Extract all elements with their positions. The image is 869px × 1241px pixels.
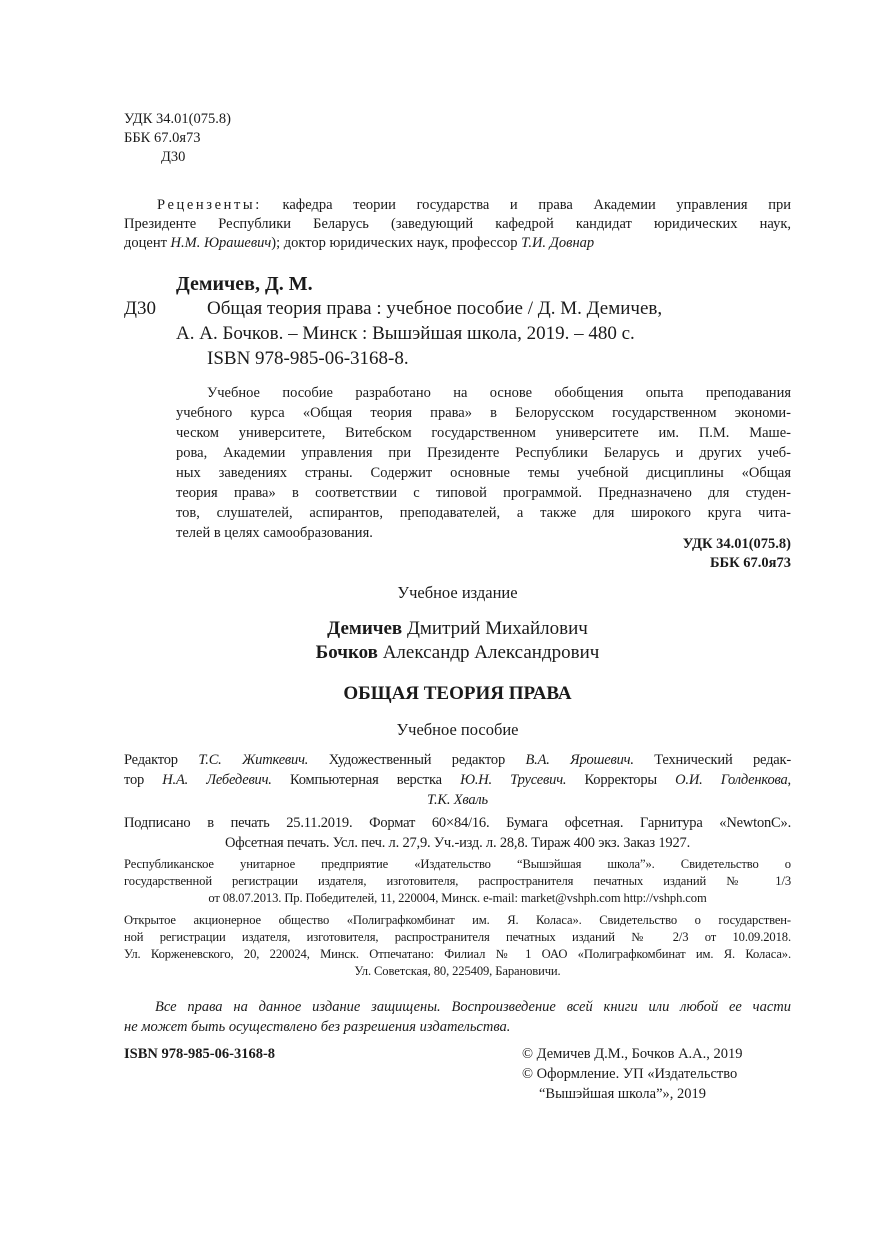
print-info-line2: Офсетная печать. Усл. печ. л. 27,9. Уч.-изд. л. 28,8. Тираж 400 экз. Заказ 1927. [225,835,690,851]
printer-line1: Открытое акционерное общество «Полиграфкомбинат им. Я. Коласа». Свидетельство о государствен- [124,913,791,927]
editors-line1: Редактор Т.С. Житкевич. Художественный редактор В.А. Ярошевич. Технический редак- [124,752,791,768]
print-info [124,813,791,853]
annotation-line: ных заведениях страны. Содержит основные темы учебной дисциплины «Общая [176,465,791,481]
reviewer-name: Н.М. Юрашевич [170,235,272,251]
bib-line1: Общая теория права : учебное пособие / Д. М. Демичев, [207,298,663,319]
editors-block [124,750,791,810]
rights-notice [124,997,791,1037]
annotation-line: рова, Академии управления при Президенте Республики Беларусь и других учеб- [176,445,791,461]
annotation-bbk: ББК 67.0я73 [709,555,791,571]
rights-line2: не может быть осуществлено без разрешения издательства. [124,1019,511,1035]
isbn: ISBN 978-985-06-3168-8 [124,1046,276,1062]
editors-line3: Т.К. Хваль [427,792,488,808]
bbk-code: ББК 67.0я73 [124,130,201,146]
publisher-line1: Республиканское унитарное предприятие «Издательство “Вышэйшая школа”». Свидетельство о [124,857,791,871]
printer-info [124,912,791,980]
subtitle: Учебное пособие [396,720,519,739]
authors-block [124,617,791,665]
bib-mark: Д30 [124,298,156,319]
annotation-line: учебного курса «Общая теория права» в Белорусском государственном экономи- [176,405,791,421]
reviewer-name: Т.И. Довнар [521,235,595,251]
author-line [124,641,791,665]
annotation-line: тов, слушателей, аспирантов, преподавателей, а также для широкого круга чита- [176,505,791,521]
annotation-line: Учебное пособие разработано на основе обобщения опыта преподавания [207,385,791,401]
edition-type: Учебное издание [397,583,518,602]
bib-line2: А. А. Бочков. – Минск : Вышэйшая школа, 2019. – 480 с. [176,323,635,344]
author-mark: Д30 [161,149,186,165]
author-line [124,617,791,641]
publisher-line2: государственной регистрации издателя, изготовителя, распространителя печатных изданий № 1/3 [124,874,791,888]
publisher-line3: от 08.07.2013. Пр. Победителей, 11, 220004, Минск. e-mail: market@vshph.com http://vshph.com [208,891,707,905]
bib-isbn: ISBN 978-985-06-3168-8. [207,348,409,369]
annotation [176,383,791,543]
author-names: Дмитрий Михайлович [402,618,588,639]
print-info-line1: Подписано в печать 25.11.2019. Формат 60×84/16. Бумага офсетная. Гарнитура «NewtonC». [124,815,791,831]
copyright-line1: © Демичев Д.М., Бочков А.А., 2019 [522,1046,743,1062]
reviewers-line2: Президенте Республики Беларусь (заведующий кафедрой кандидат юридических наук, [124,216,791,232]
copyright-line3: “Вышэйшая школа”», 2019 [539,1086,707,1102]
author-names: Александр Александрович [377,642,600,663]
copyright-line2: © Оформление. УП «Издательство [522,1066,738,1082]
editors-line2: тор Н.А. Лебедевич. Компьютерная верстка Ю.Н. Трусевич. Корректоры О.И. Голденкова, [124,772,791,788]
main-title: ОБЩАЯ ТЕОРИЯ ПРАВА [343,683,572,704]
udk-code: УДК 34.01(075.8) [124,111,231,127]
reviewers-block [124,196,791,253]
printer-line4: Ул. Советская, 80, 225409, Барановичи. [354,964,561,978]
annotation-line: теория права» в соответствии с типовой программой. Предназначено для студен- [176,485,791,501]
author-surname: Бочков [315,642,378,663]
author-surname: Демичев [327,618,403,639]
printer-line3: Ул. Корженевского, 20, 220024, Минск. Отпечатано: Филиал № 1 ОАО «Полиграфкомбинат им. Я. Коласа». [124,947,791,961]
publisher-info [124,856,791,907]
reviewers-label: Рецензенты: [157,197,262,213]
annotation-udk: УДК 34.01(075.8) [682,536,791,552]
copyright-block [522,1044,791,1104]
reviewers-line3: доцент Н.М. Юрашевич); доктор юридических наук, профессор Т.И. Довнар [124,235,595,251]
annotation-line: телей в целях самообразования. [176,525,373,541]
annotation-codes [560,535,791,573]
rights-line1: Все права на данное издание защищены. Воспроизведение всей книги или любой ее части [155,999,791,1015]
annotation-line: ческом университете, Витебском государственном университете им. П.М. Маше- [176,425,791,441]
printer-line2: ной регистрации издателя, изготовителя, распространителя печатных изданий № 2/3 от 10.09.2018. [124,930,791,944]
bib-author: Демичев, Д. М. [176,273,313,295]
reviewers-line1: Рецензенты: кафедра теории государства и права Академии управления при [157,197,791,213]
udk-block [124,110,231,167]
